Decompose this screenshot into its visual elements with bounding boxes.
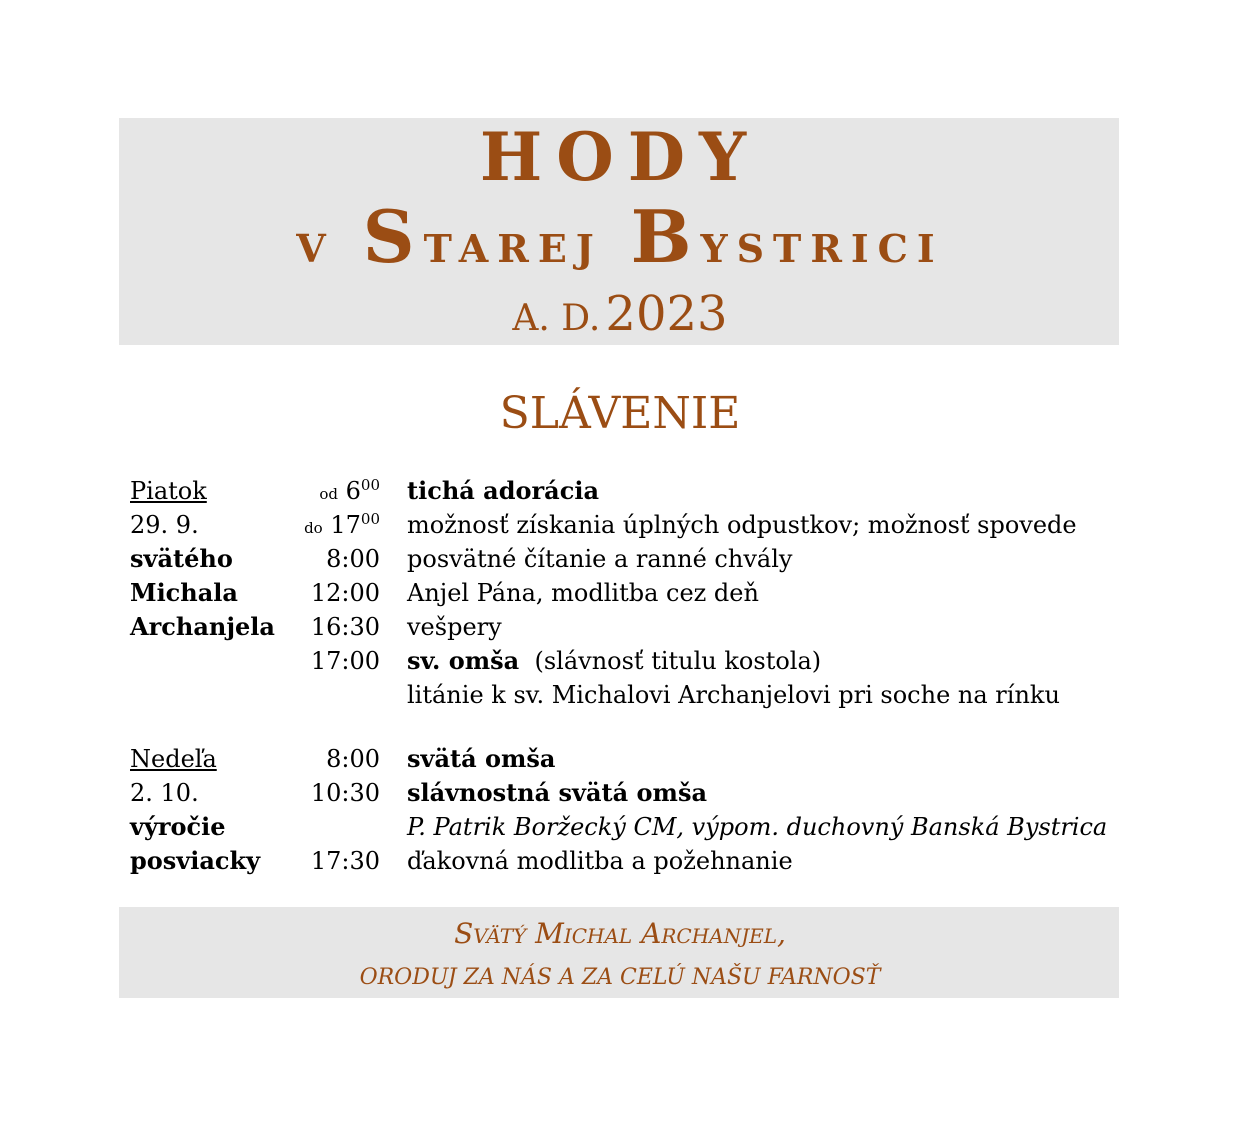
od-hour: 6 — [345, 477, 361, 505]
sunday-time2: 10:30 — [310, 779, 380, 807]
title-hody: HODY — [479, 118, 761, 196]
schedule-row — [0, 508, 1240, 542]
title-ad: A. D. — [512, 298, 601, 339]
friday-time3: 16:30 — [310, 613, 380, 641]
friday-event1: posvätné čítanie a ranné chvály — [407, 545, 793, 573]
friday-time2: 12:00 — [310, 579, 380, 607]
sunday-day: Nedeľa — [130, 745, 217, 773]
section-title: SLÁVENIE — [499, 388, 741, 439]
od-prefix: od — [319, 485, 338, 503]
sunday-celebrant: P. Patrik Boržecký CM, výpom. duchovný Banská Bystrica — [407, 813, 1108, 841]
friday-do-time — [290, 508, 380, 545]
title-ystrici: ystrici — [700, 211, 944, 275]
friday-mass-note: (slávnosť titulu kostola) — [519, 647, 822, 675]
friday-adoration: tichá adorácia — [407, 476, 599, 505]
schedule-row — [0, 776, 1240, 810]
title-b: B — [630, 194, 701, 279]
title-tarej: tarej — [423, 211, 603, 275]
schedule-row — [0, 474, 1240, 508]
friday-event4 — [407, 644, 821, 678]
do-hour: 17 — [330, 511, 361, 539]
schedule-row — [0, 610, 1240, 644]
sunday-event2: slávnostná svätá omša — [407, 778, 707, 807]
title-place — [0, 194, 1240, 279]
schedule-row — [0, 844, 1240, 878]
do-prefix: do — [304, 519, 323, 537]
friday-time1: 8:00 — [326, 545, 380, 573]
schedule-row — [0, 742, 1240, 776]
sunday-date: 2. 10. — [130, 779, 199, 807]
friday-feast3: Archanjela — [130, 612, 275, 641]
schedule-row — [0, 810, 1240, 844]
footer-prayer: ORODUJ ZA NÁS A ZA CELÚ NAŠU FARNOSŤ — [359, 965, 881, 990]
friday-time4: 17:00 — [310, 647, 380, 675]
sunday-time1: 8:00 — [326, 745, 380, 773]
schedule-row — [0, 644, 1240, 678]
sunday-time3: 17:30 — [310, 847, 380, 875]
schedule-row — [0, 678, 1240, 712]
od-min: 00 — [360, 476, 380, 494]
friday-day: Piatok — [130, 477, 207, 505]
sunday-feast2: posviacky — [130, 846, 261, 875]
title-v: v — [296, 211, 335, 275]
sunday-feast1: výročie — [130, 812, 226, 841]
friday-feast1: svätého — [130, 544, 233, 573]
sunday-event1: svätá omša — [407, 744, 556, 773]
friday-indulgence: možnosť získania úplných odpustkov; možnosť spovede — [407, 511, 1077, 539]
schedule-row — [0, 576, 1240, 610]
friday-od-time — [290, 474, 380, 511]
footer-invocation: Svätý Michal Archanjel, — [454, 917, 786, 950]
sunday-event3: ďakovná modlitba a požehnanie — [407, 847, 793, 875]
friday-event5: litánie k sv. Michalovi Archanjelovi pri soche na rínku — [407, 681, 1060, 709]
title-year-line — [0, 286, 1240, 353]
title-s: S — [362, 194, 424, 279]
title-year: 2023 — [605, 286, 728, 342]
do-min: 00 — [360, 510, 380, 528]
friday-date: 29. 9. — [130, 511, 199, 539]
friday-feast2: Michala — [130, 578, 238, 607]
friday-event2: Anjel Pána, modlitba cez deň — [407, 579, 759, 607]
schedule-row — [0, 542, 1240, 576]
friday-event3: vešpery — [407, 613, 502, 641]
friday-mass: sv. omša — [407, 646, 520, 675]
